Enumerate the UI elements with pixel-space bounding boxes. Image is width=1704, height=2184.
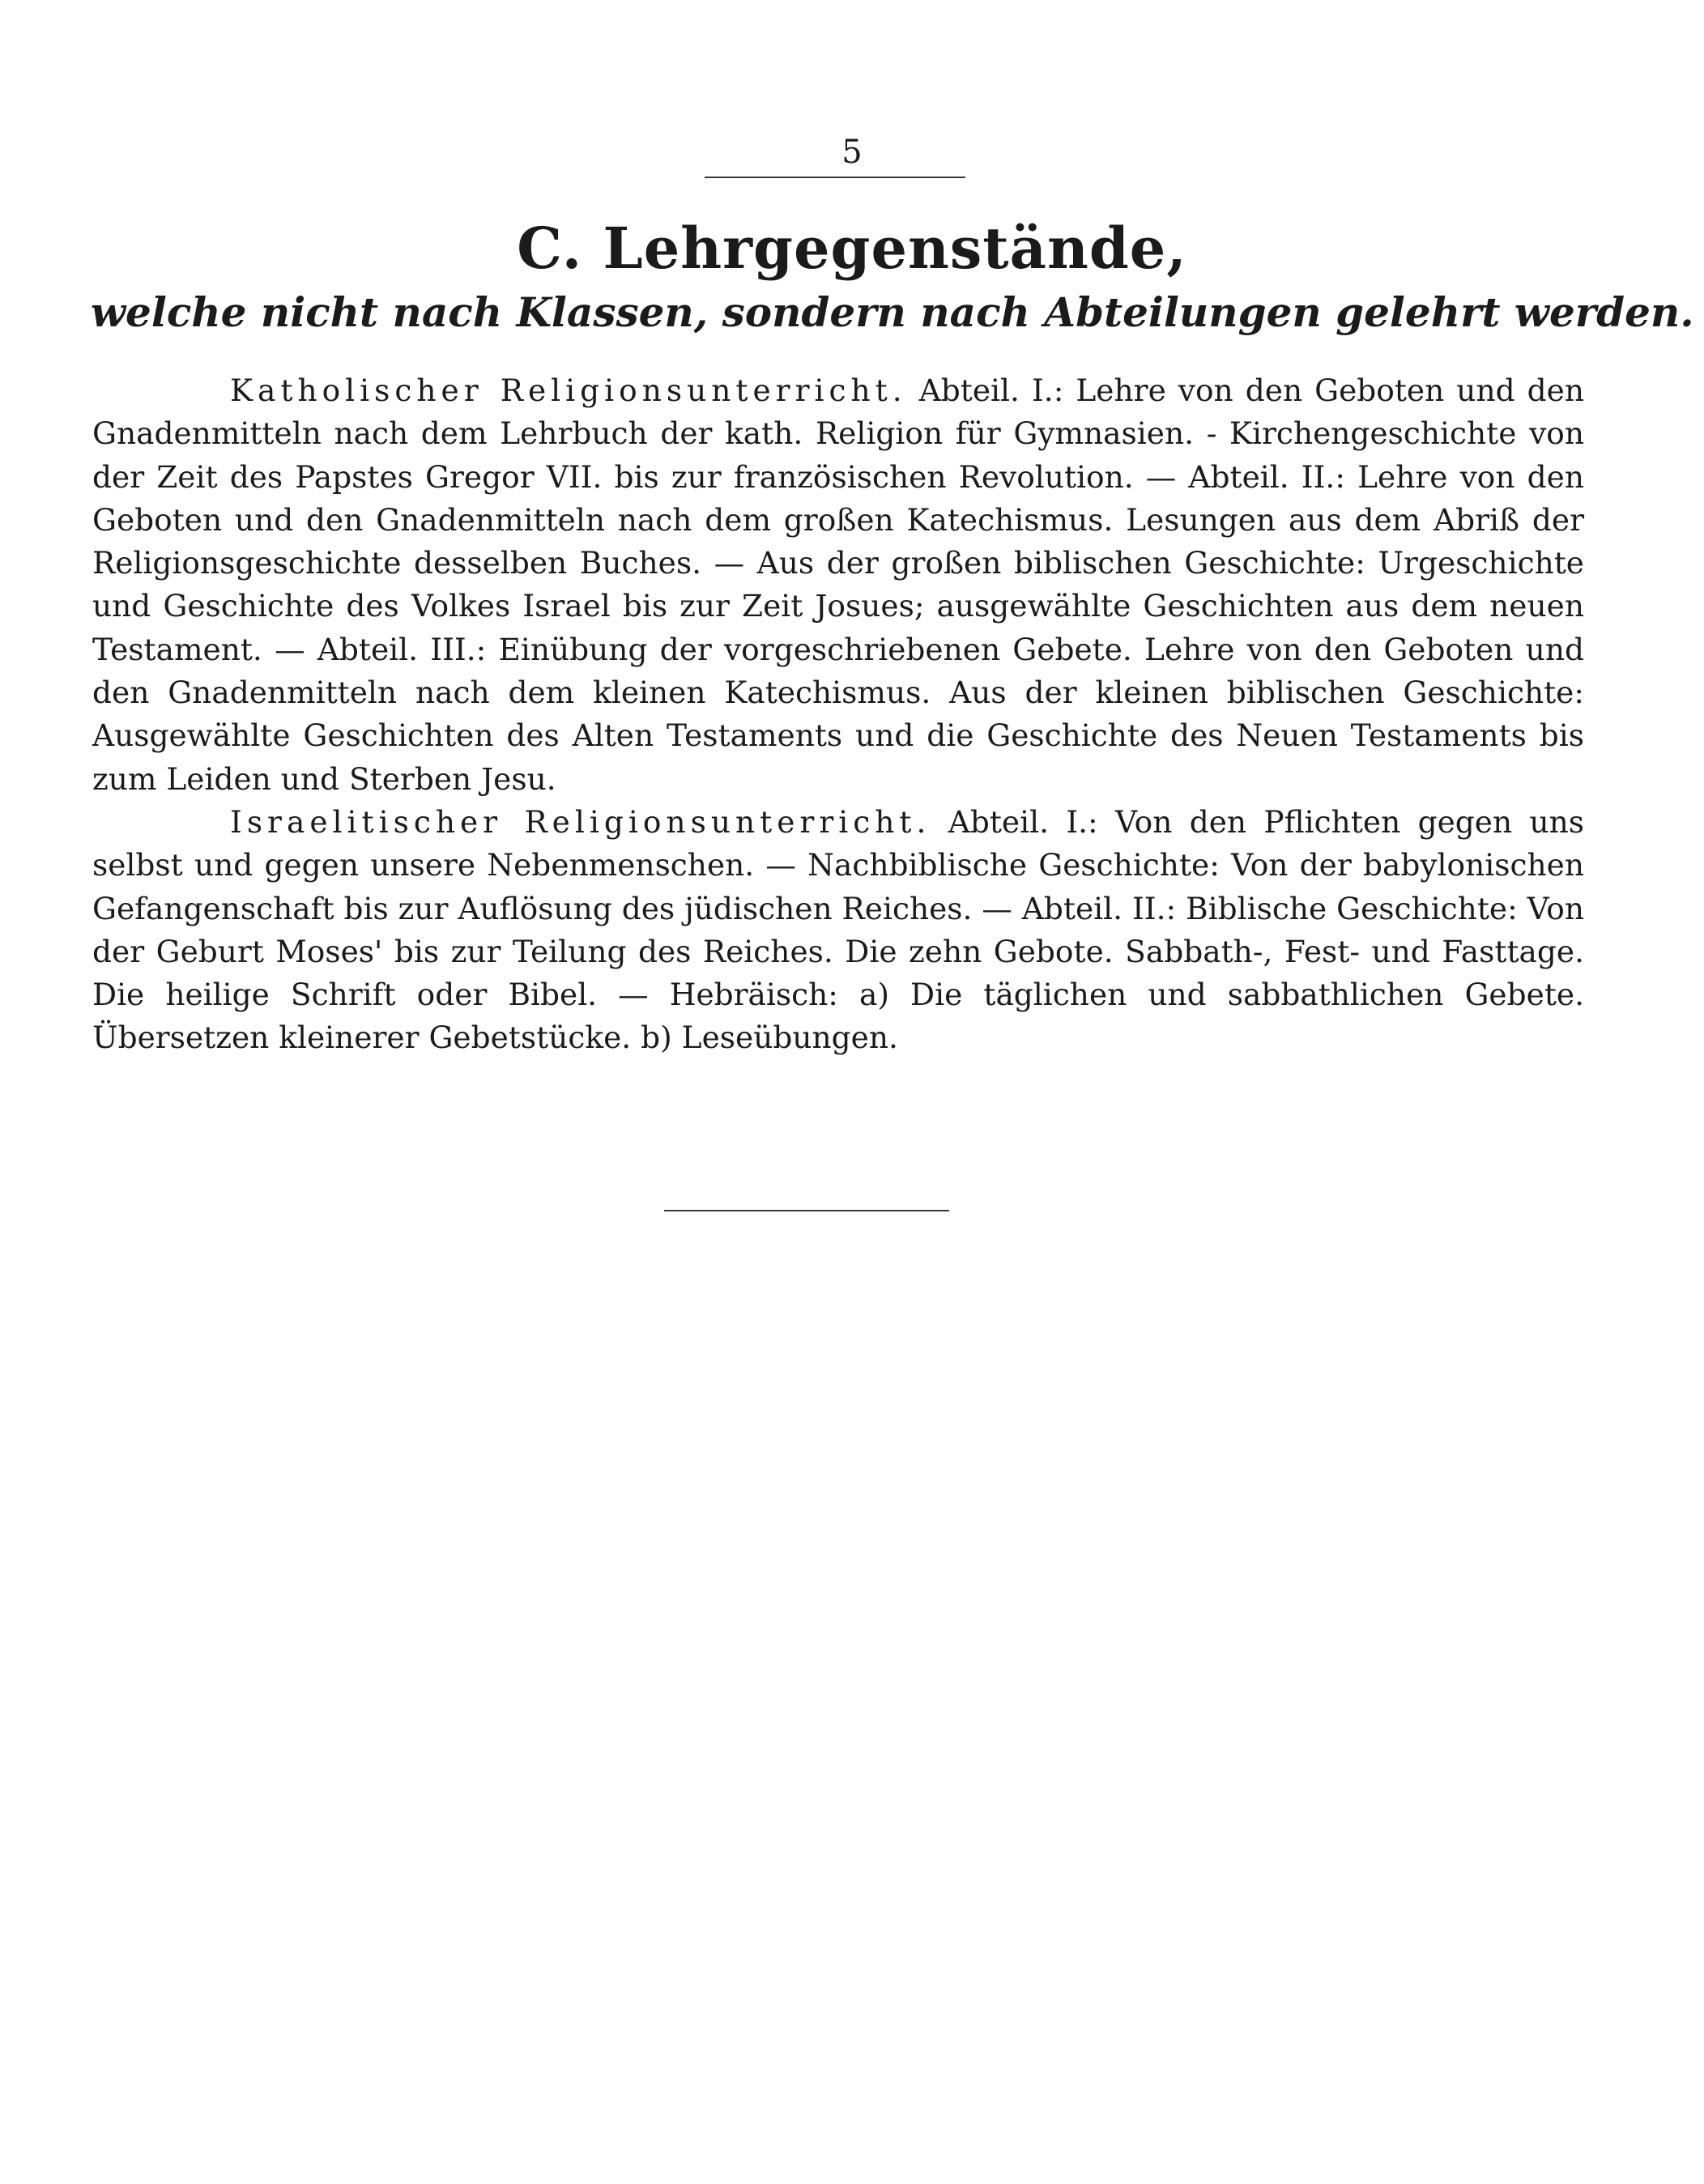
section-subheading: welche nicht nach Klassen, sondern nach Abteilungen gelehrt werden.	[91, 288, 1694, 336]
catholic-paragraph	[92, 369, 1584, 801]
israelite-text: Abteil. I.: Von den Pflichten gegen uns selbst und gegen unsere Nebenmenschen. — Nachbiblische Geschichte: Von der babylonischen Gefangenschaft bis zur Auflösung des jüdischen Reiches. — Abteil. II.: Biblische Geschichte: Von der Geburt Moses' bis zur Teilung des Reiches. Die zehn Gebote. Sabbath-, Fest- und Fasttage. Die heilige Schrift oder Bibel. — Hebräisch: a) Die täglichen und sabbathlichen Gebete. Übersetzen kleinerer Gebetstücke. b) Leseübungen.	[92, 803, 1585, 1056]
israelite-title: Israelitischer Religionsunterricht.	[230, 803, 931, 840]
page-number: 5	[841, 134, 863, 171]
body-text	[92, 369, 1584, 1060]
header-rule	[705, 177, 965, 178]
catholic-title: Katholischer Religionsunterricht.	[230, 373, 907, 408]
israelite-paragraph	[92, 801, 1584, 1060]
footer-rule	[664, 1210, 949, 1211]
section-heading: C. Lehrgegenstände,	[517, 215, 1187, 282]
catholic-text: Abteil. I.: Lehre von den Geboten und den Gnadenmitteln nach dem Lehrbuch der kath. Religion für Gymnasien. - Kirchengeschichte von der Zeit des Papstes Gregor VII. bis zur französischen Revolution. — Abteil. II.: Lehre von den Geboten und den Gnadenmitteln nach dem großen Katechismus. Lesungen aus dem Abriß der Religionsgeschichte desselben Buches. — Aus der großen biblischen Geschichte: Urgeschichte und Geschichte des Volkes Israel bis zur Zeit Josues; ausgewählte Geschichten aus dem neuen Testament. — Abteil. III.: Einübung der vorgeschriebenen Gebete. Lehre von den Geboten und den Gnadenmitteln nach dem kleinen Katechismus. Aus der kleinen biblischen Geschichte: Ausgewählte Geschichten des Alten Testaments und die Geschichte des Neuen Testaments bis zum Leiden und Sterben Jesu.	[92, 373, 1584, 797]
